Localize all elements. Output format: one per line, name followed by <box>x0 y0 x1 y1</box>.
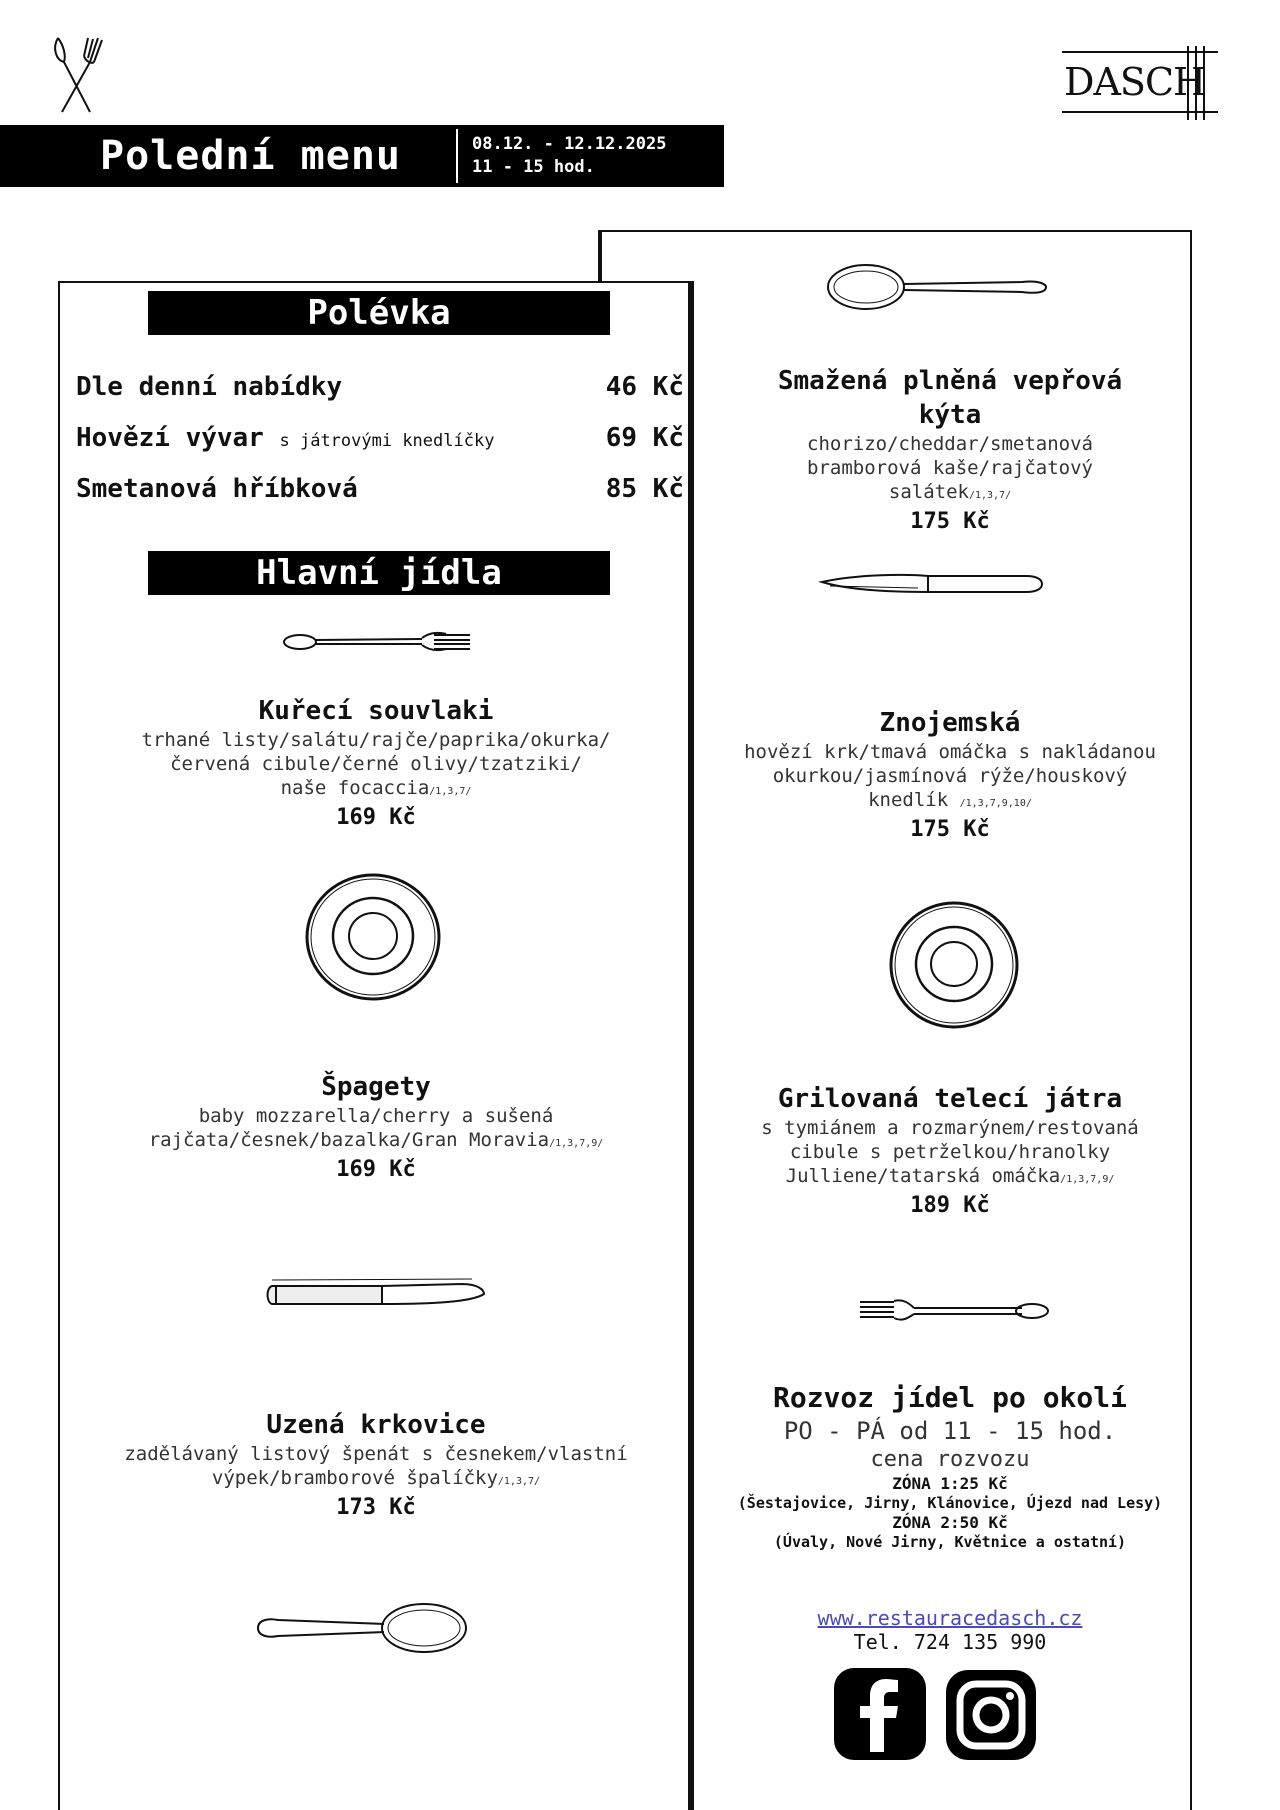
dish-name: Smažená plněná vepřová <box>777 366 1123 396</box>
brand-name: DASCH <box>1064 60 1206 104</box>
dish-desc-wrap <box>700 788 1200 816</box>
title-divider <box>456 129 458 183</box>
dish-item <box>66 694 686 832</box>
mains-heading: Hlavní jídla <box>148 551 610 595</box>
menu-dates: 08.12. - 12.12.2025 <box>472 134 667 154</box>
soup-note: s játrovými knedlíčky <box>279 431 495 451</box>
dish-item <box>66 1070 686 1184</box>
dish-desc: výpek/bramborové špalíčky <box>211 1467 498 1489</box>
instagram-icon[interactable] <box>944 1668 1038 1762</box>
dish-price: 173 Kč <box>336 1495 416 1520</box>
dish-price: 175 Kč <box>910 817 990 842</box>
dish-desc: naše focaccia <box>280 777 430 799</box>
plate-icon <box>304 872 442 1002</box>
dish-desc: červená cibule/černé olivy/tzatziki/ <box>170 753 582 775</box>
dish-allergens: /1,3,7/ <box>429 786 472 797</box>
menu-hours: 11 - 15 hod. <box>472 157 595 177</box>
dish-desc: Julliene/tatarská omáčka <box>785 1165 1061 1187</box>
dish-price: 189 Kč <box>910 1193 990 1218</box>
social-links <box>832 1666 1042 1762</box>
dish-desc: okurkou/jasmínová rýže/houskový <box>772 765 1128 787</box>
dish-desc: baby mozzarella/cherry a sušená <box>198 1105 554 1127</box>
dish-price: 169 Kč <box>336 805 416 830</box>
dish-desc: cibule s petrželkou/hranolky <box>789 1141 1111 1163</box>
soup-name: Smetanová hříbková <box>76 474 358 504</box>
dish-allergens: /1,3,7,9/ <box>1060 1174 1115 1185</box>
website-link[interactable]: www.restauracedasch.cz <box>817 1606 1083 1630</box>
dish-allergens: /1,3,7,9,10/ <box>959 798 1032 809</box>
delivery-price-label: cena rozvozu <box>870 1447 1030 1472</box>
dish-desc: hovězí krk/tmavá omáčka s nakládanou <box>744 741 1156 763</box>
dish-price: 169 Kč <box>336 1157 416 1182</box>
left-panel <box>58 281 694 1810</box>
knife-icon <box>818 568 1044 600</box>
soup-price: 85 Kč <box>605 474 684 504</box>
dish-item <box>700 706 1200 844</box>
knife-icon <box>262 1274 488 1316</box>
delivery-zone-2-areas: (Úvaly, Nové Jirny, Květnice a ostatní) <box>773 1533 1127 1551</box>
brand-logo <box>1060 46 1220 120</box>
dish-allergens: /1,3,7/ <box>968 490 1012 501</box>
dish-allergens: /1,3,7,9/ <box>549 1138 604 1149</box>
contact-info <box>700 1606 1200 1654</box>
delivery-zone-1-areas: (Šestajovice, Jirny, Klánovice, Újezd nad Lesy) <box>737 1494 1163 1512</box>
dish-name: kýta <box>918 400 982 430</box>
dish-desc: zadělávaný listový špenát s česnekem/vlastní <box>124 1443 628 1465</box>
dish-name: Grilovaná telecí játra <box>777 1084 1123 1114</box>
dish-desc-wrap <box>700 1164 1200 1192</box>
soup-price: 46 Kč <box>605 372 684 402</box>
dish-desc-wrap <box>66 776 686 804</box>
dish-desc: bramborová kaše/rajčatový <box>807 457 1093 479</box>
delivery-zone-2: ZÓNA 2:50 Kč <box>892 1513 1008 1532</box>
fork-icon <box>282 624 472 660</box>
title-bar <box>0 125 724 187</box>
soup-name: Dle denní nabídky <box>76 372 343 402</box>
dish-name: Znojemská <box>879 708 1021 738</box>
soup-heading: Polévka <box>148 291 610 335</box>
soup-price: 69 Kč <box>605 423 684 453</box>
spoon-icon <box>826 262 1050 312</box>
dish-name: Špagety <box>321 1072 431 1102</box>
dish-desc: s tymiánem a rozmarýnem/restovaná <box>761 1117 1139 1139</box>
dish-item <box>66 1408 686 1522</box>
dish-item <box>700 1082 1200 1220</box>
dish-item <box>700 364 1200 536</box>
page-title: Polední menu <box>100 133 401 179</box>
plate-icon <box>888 900 1020 1030</box>
dish-desc: knedlík <box>868 789 960 811</box>
delivery-zone-1: ZÓNA 1:25 Kč <box>892 1474 1008 1493</box>
soup-name: Hovězí vývar <box>76 423 264 453</box>
dish-desc: salátek <box>888 481 969 503</box>
dish-price: 175 Kč <box>910 509 990 534</box>
delivery-heading: Rozvoz jídel po okolí <box>772 1381 1127 1414</box>
phone-number: Tel. 724 135 990 <box>853 1630 1047 1654</box>
dish-allergens: /1,3,7/ <box>497 1476 541 1487</box>
dish-name: Kuřecí souvlaki <box>258 696 494 726</box>
fork-icon <box>858 1296 1050 1328</box>
soup-name-wrap <box>76 423 494 453</box>
dish-desc-wrap <box>66 1466 686 1494</box>
dish-desc: chorizo/cheddar/smetanová <box>807 433 1093 455</box>
dish-desc-wrap <box>66 1128 686 1156</box>
facebook-icon[interactable] <box>832 1666 928 1762</box>
dish-desc: rajčata/česnek/bazalka/Gran Moravia <box>148 1129 550 1151</box>
dish-desc-wrap <box>700 480 1200 508</box>
delivery-info <box>700 1380 1200 1552</box>
dish-name: Uzená krkovice <box>266 1410 486 1440</box>
cutlery-logo-icon <box>50 34 106 116</box>
spoon-icon <box>254 1600 470 1656</box>
delivery-days: PO - PÁ od 11 - 15 hod. <box>783 1417 1117 1445</box>
dish-desc: trhané listy/salátu/rajče/paprika/okurka/ <box>141 729 611 751</box>
